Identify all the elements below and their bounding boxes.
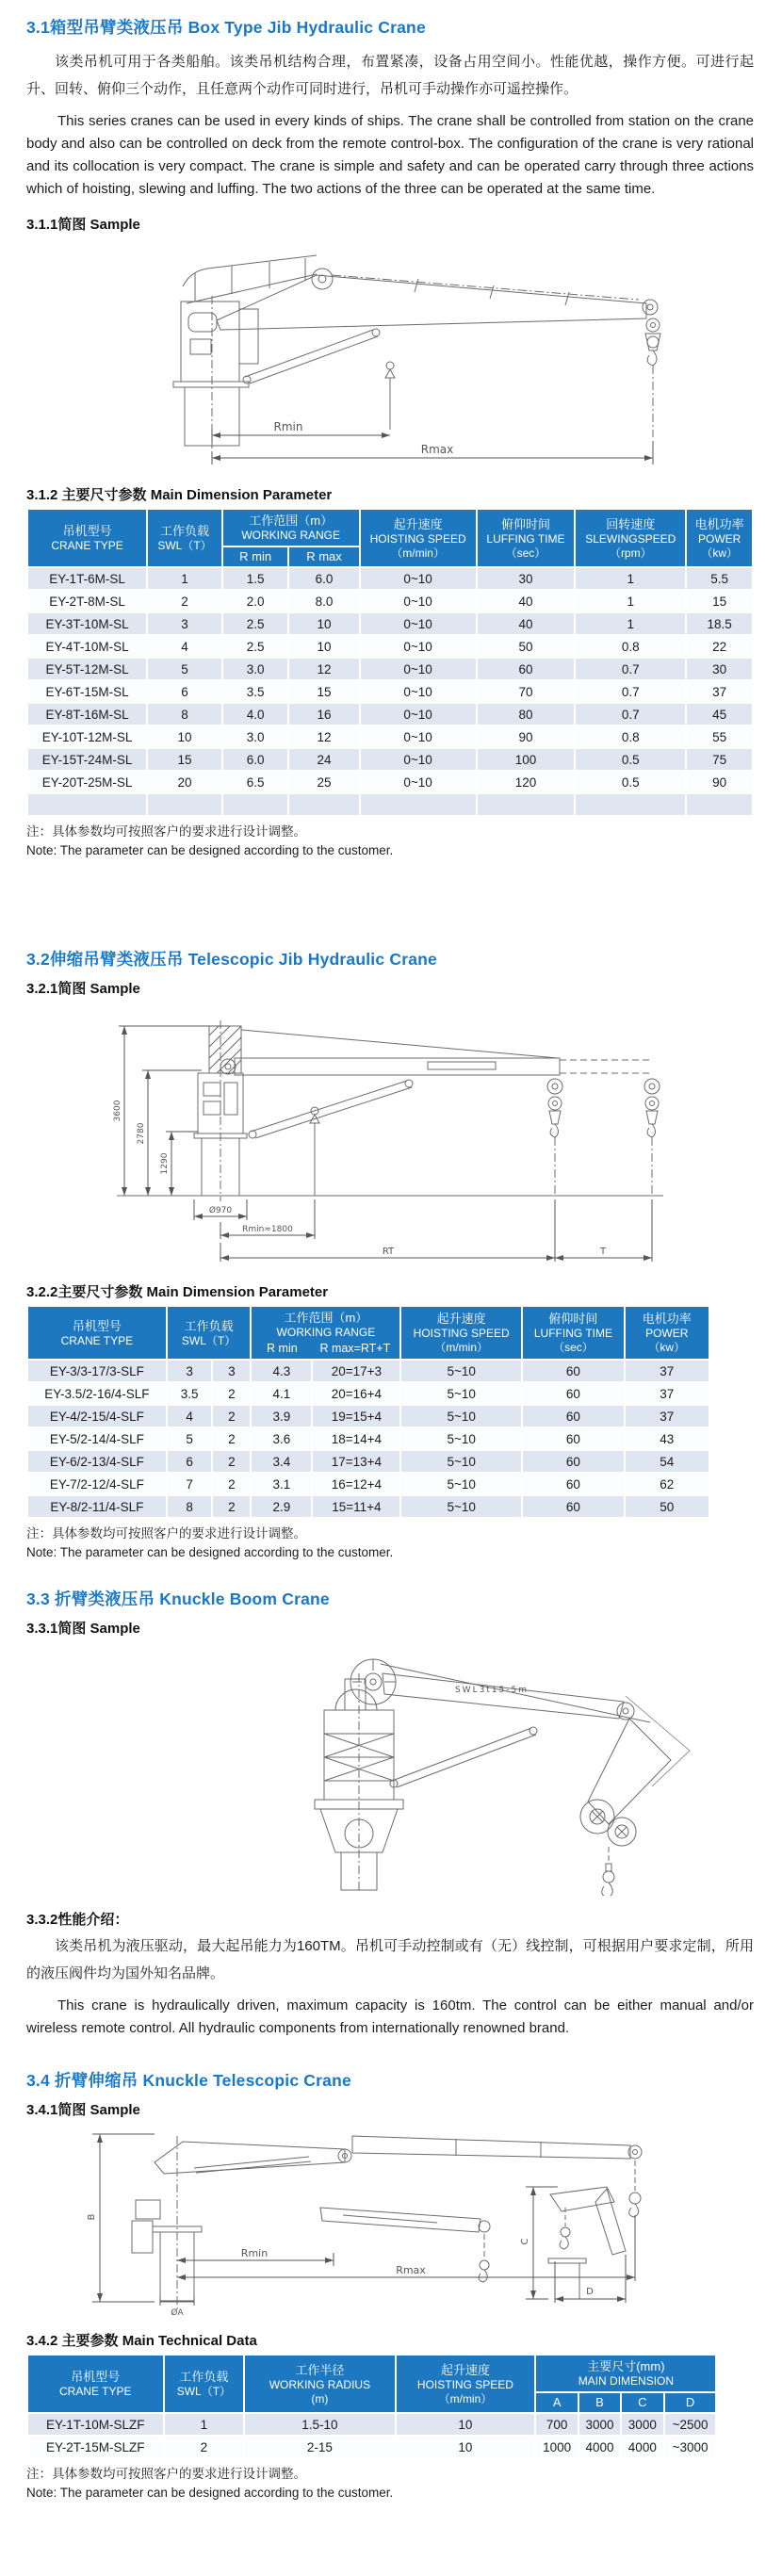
section-telescopic-jib <box>26 947 754 1562</box>
table-cell: 45 <box>687 704 752 725</box>
table-heading-3-1-2: 3.1.2 主要尺寸参数 Main Dimension Parameter <box>26 487 333 503</box>
table-cell: 30 <box>687 659 752 679</box>
perf-paragraph-cn: 该类吊机为液压驱动，最大起吊能力为160TM。吊机可手动控制或有（无）线控制，可根据用户要求定制，所用的液压阀件均为国外知名品牌。 <box>26 1938 754 1981</box>
table-cell: 20=17+3 <box>313 1361 399 1381</box>
perf-paragraph-en: This crane is hydraulically driven, maximum capacity is 160tm. The control can be either manual and/or wireless remote control. All hydraulic components from internationally renowned brand. <box>26 1997 754 2036</box>
table-row <box>28 2414 715 2435</box>
col-header-hoisting-speed: 起升速度 HOISTING SPEED （m/min） <box>361 510 476 566</box>
col-header-rmax: R max=RT+T <box>319 1342 391 1355</box>
knuckle-boom-crane-diagram <box>41 1639 739 1896</box>
table-cell: 0~10 <box>361 772 476 792</box>
table-cell: 0.7 <box>576 681 685 702</box>
table-cell: 3000 <box>622 2414 663 2435</box>
table-row <box>28 749 752 770</box>
table-cell: 30 <box>478 568 575 589</box>
table-cell: 0~10 <box>361 681 476 702</box>
table-cell: 3.0 <box>223 726 288 747</box>
table-cell: 4.0 <box>223 704 288 725</box>
table-cell: 70 <box>478 681 575 702</box>
col-header-rmax: R max <box>289 547 358 566</box>
table-cell: 4 <box>168 1406 212 1427</box>
table-cell: 12 <box>289 659 358 679</box>
table-cell: 62 <box>626 1474 709 1494</box>
table-cell: 6.0 <box>223 749 288 770</box>
table-cell: 10 <box>289 613 358 634</box>
table-cell: 2 <box>213 1428 250 1449</box>
note-en: Note: The parameter can be designed according to the customer. <box>26 2486 394 2500</box>
table-cell: EY-7/2-12/4-SLF <box>28 1474 166 1494</box>
table-cell: 5~10 <box>401 1451 521 1472</box>
table-row <box>28 794 752 815</box>
table-cell: 5~10 <box>401 1428 521 1449</box>
table-cell: 75 <box>687 749 752 770</box>
table-cell: 0~10 <box>361 568 476 589</box>
table-cell: 80 <box>478 704 575 725</box>
table-cell: 2 <box>213 1496 250 1517</box>
table-cell: 0.8 <box>576 636 685 657</box>
table-cell: 15 <box>148 749 221 770</box>
table-cell: 4000 <box>579 2437 620 2457</box>
table-heading-3-2-2: 3.2.2主要尺寸参数 Main Dimension Parameter <box>26 1284 329 1300</box>
col-header-hoisting-speed: 起升速度 HOISTING SPEED （m/min） <box>397 2356 535 2412</box>
table-cell: 1 <box>576 568 685 589</box>
table-cell: 1 <box>576 591 685 611</box>
table-cell: 18=14+4 <box>313 1428 399 1449</box>
table-row <box>28 1428 709 1449</box>
table-cell: 1000 <box>536 2437 578 2457</box>
table-cell: 5 <box>148 659 221 679</box>
table-cell: 60 <box>523 1361 624 1381</box>
table-cell: 90 <box>478 726 575 747</box>
note-cn: 注：具体参数均可按照客户的要求进行设计调整。 <box>26 1526 306 1541</box>
table-cell: 0~10 <box>361 704 476 725</box>
table-cell: 8 <box>148 704 221 725</box>
table-cell <box>576 794 685 815</box>
intro-paragraph-cn: 该类吊机可用于各类船舶。该类吊机结构合理，布置紧凑，设备占用空间小。性能优越，操作方便。可进行起升、回转、俯仰三个动作，且任意两个动作可同时进行，吊机可手动操作亦可遥控操作。 <box>26 54 754 97</box>
table-cell: 0.7 <box>576 704 685 725</box>
table-cell: 37 <box>687 681 752 702</box>
table-cell: 37 <box>626 1383 709 1404</box>
table-cell: 3.0 <box>223 659 288 679</box>
table-cell: EY-4/2-15/4-SLF <box>28 1406 166 1427</box>
table-cell: 3.4 <box>252 1451 311 1472</box>
table-row <box>28 1496 709 1517</box>
table-cell: 2.0 <box>223 591 288 611</box>
table-cell: 10 <box>397 2414 535 2435</box>
table-row <box>28 1474 709 1494</box>
dim-label-2780: 2780 <box>137 1122 146 1145</box>
table-cell <box>223 794 288 815</box>
table-row <box>28 726 752 747</box>
table-cell: 60 <box>523 1428 624 1449</box>
col-header-working-radius: 工作半径 WORKING RADIUS (m) <box>245 2356 394 2412</box>
table-cell: 0~10 <box>361 659 476 679</box>
table-cell: 90 <box>687 772 752 792</box>
table-cell: 1.5-10 <box>245 2414 394 2435</box>
table-cell: 22 <box>687 636 752 657</box>
table-cell: 50 <box>626 1496 709 1517</box>
table-cell: 6.0 <box>289 568 358 589</box>
table-cell: 2 <box>213 1474 250 1494</box>
table-cell <box>687 794 752 815</box>
table-cell: 3 <box>213 1361 250 1381</box>
table-cell: 20=16+4 <box>313 1383 399 1404</box>
table-cell <box>148 794 221 815</box>
table-cell <box>361 794 476 815</box>
table-cell: 40 <box>478 613 575 634</box>
table-cell: 0.8 <box>576 726 685 747</box>
col-header-crane-type: 吊机型号 CRANE TYPE <box>28 1307 166 1359</box>
table-cell: 10 <box>289 636 358 657</box>
table-cell: 5~10 <box>401 1361 521 1381</box>
table-cell: 7 <box>168 1474 212 1494</box>
table-cell: 0~10 <box>361 726 476 747</box>
telescopic-jib-crane-diagram <box>41 1000 739 1268</box>
table-cell: 0~10 <box>361 591 476 611</box>
table-cell: 4.3 <box>252 1361 311 1381</box>
intro-paragraph-en: This series cranes can be used in every kinds of ships. The crane shall be controlled from station on the crane body and also can be controlled on deck from the remote control-box. The configuration of the crane is very rational and its collocation is very compact. The crane is simple and safety and can be operated carry through three actions which of hoisting, slewing and luffing. The two actions of the three can be operated at the same time. <box>26 113 754 197</box>
table-cell: EY-10T-12M-SL <box>28 726 146 747</box>
table-cell: 2.9 <box>252 1496 311 1517</box>
table-row <box>28 2437 715 2457</box>
note-cn: 注：具体参数均可按照客户的要求进行设计调整。 <box>26 2467 306 2481</box>
table-row <box>28 568 752 589</box>
table-cell: 2 <box>213 1383 250 1404</box>
main-technical-data-table <box>26 2354 717 2459</box>
table-cell: 54 <box>626 1451 709 1472</box>
main-dimension-table-box-jib <box>26 508 754 817</box>
table-cell: 16 <box>289 704 358 725</box>
table-cell: 10 <box>148 726 221 747</box>
table-cell: EY-20T-25M-SL <box>28 772 146 792</box>
table-cell: 8 <box>168 1496 212 1517</box>
section-box-type-jib <box>26 15 754 860</box>
dim-label-rt: RT <box>382 1247 395 1257</box>
table-cell: 50 <box>478 636 575 657</box>
table-cell: 100 <box>478 749 575 770</box>
table-heading-3-4-2: 3.4.2 主要参数 Main Technical Data <box>26 2333 257 2349</box>
table-row <box>28 681 752 702</box>
table-cell: 15 <box>687 591 752 611</box>
table-cell: 3 <box>168 1361 212 1381</box>
table-cell: 1 <box>165 2414 244 2435</box>
table-cell: 8.0 <box>289 591 358 611</box>
table-cell: 0.5 <box>576 772 685 792</box>
sample-heading-3-1-1: 3.1.1简图 Sample <box>26 217 140 233</box>
col-header-swl: 工作负载 SWL（T） <box>165 2356 244 2412</box>
table-row <box>28 636 752 657</box>
table-cell: EY-1T-10M-SLZF <box>28 2414 163 2435</box>
table-cell: 5.5 <box>687 568 752 589</box>
col-header-working-range: 工作范围（m） WORKING RANGE R min R max=RT+T <box>252 1307 399 1359</box>
col-header-rmin: R min <box>223 547 288 566</box>
section-knuckle-boom <box>26 1587 754 2040</box>
col-header-dim-d: D <box>665 2393 716 2412</box>
col-header-dim-b: B <box>579 2393 620 2412</box>
table-cell <box>289 794 358 815</box>
table-cell: 4.1 <box>252 1383 311 1404</box>
col-header-power: 电机功率 POWER （kw） <box>626 1307 709 1359</box>
note-en: Note: The parameter can be designed according to the customer. <box>26 1545 394 1559</box>
dim-label-c: C <box>520 2238 530 2245</box>
table-cell: 700 <box>536 2414 578 2435</box>
table-cell: 6 <box>148 681 221 702</box>
table-cell <box>478 794 575 815</box>
col-header-main-dimension: 主要尺寸(mm) MAIN DIMENSION <box>536 2356 715 2391</box>
table-cell: EY-6/2-13/4-SLF <box>28 1451 166 1472</box>
table-cell: 25 <box>289 772 358 792</box>
table-cell: 12 <box>289 726 358 747</box>
table-row <box>28 613 752 634</box>
table-cell: 2 <box>148 591 221 611</box>
table-cell: 60 <box>523 1383 624 1404</box>
col-header-luffing-time: 俯仰时间 LUFFING TIME （sec） <box>523 1307 624 1359</box>
dim-label-t: T <box>599 1247 607 1257</box>
table-cell: 1.5 <box>223 568 288 589</box>
knuckle-telescopic-crane-diagram <box>41 2121 739 2317</box>
col-header-working-range: 工作范围（m） WORKING RANGE <box>223 510 359 546</box>
dim-label-rmax: Rmax <box>420 443 454 456</box>
table-cell: 4000 <box>622 2437 663 2457</box>
table-cell: 19=15+4 <box>313 1406 399 1427</box>
col-header-crane-type: 吊机型号 CRANE TYPE <box>28 2356 163 2412</box>
table-cell: 43 <box>626 1428 709 1449</box>
dim-label-dia-a: ØA <box>171 2308 184 2317</box>
table-cell: 15 <box>289 681 358 702</box>
table-cell: 0~10 <box>361 636 476 657</box>
table-row <box>28 1383 709 1404</box>
table-cell: 3.9 <box>252 1406 311 1427</box>
table-cell: EY-1T-6M-SL <box>28 568 146 589</box>
table-cell: EY-2T-8M-SL <box>28 591 146 611</box>
dim-label-1290: 1290 <box>160 1152 170 1175</box>
table-cell: 18.5 <box>687 613 752 634</box>
section-knuckle-telescopic <box>26 2068 754 2503</box>
col-header-rmin: R min <box>267 1342 298 1355</box>
table-cell: 120 <box>478 772 575 792</box>
table-cell: 17=13+4 <box>313 1451 399 1472</box>
dim-label-3600: 3600 <box>113 1100 122 1122</box>
table-cell: EY-3/3-17/3-SLF <box>28 1361 166 1381</box>
table-cell: 5~10 <box>401 1496 521 1517</box>
table-cell: ~3000 <box>665 2437 716 2457</box>
table-cell: 2.5 <box>223 636 288 657</box>
dim-label-rmax: Rmax <box>396 2264 426 2276</box>
table-row <box>28 1361 709 1381</box>
col-header-crane-type: 吊机型号 CRANE TYPE <box>28 510 146 566</box>
table-cell: EY-6T-15M-SL <box>28 681 146 702</box>
table-cell: 40 <box>478 591 575 611</box>
table-cell: 37 <box>626 1406 709 1427</box>
table-cell: 1 <box>576 613 685 634</box>
table-cell: 2 <box>213 1406 250 1427</box>
sample-heading-3-3-1: 3.3.1简图 Sample <box>26 1621 140 1637</box>
table-cell: 0~10 <box>361 749 476 770</box>
section-title-3-3: 3.3 折臂类液压吊 Knuckle Boom Crane <box>26 1590 330 1608</box>
section-title-3-4: 3.4 折臂伸缩吊 Knuckle Telescopic Crane <box>26 2071 351 2090</box>
note-cn: 注：具体参数均可按照客户的要求进行设计调整。 <box>26 824 306 839</box>
table-row <box>28 659 752 679</box>
col-header-hoisting-speed: 起升速度 HOISTING SPEED （m/min） <box>401 1307 521 1359</box>
table-cell: EY-8/2-11/4-SLF <box>28 1496 166 1517</box>
table-cell <box>28 794 146 815</box>
col-header-swl: 工作负载 SWL（T） <box>148 510 221 566</box>
main-dimension-table-telescopic <box>26 1305 710 1519</box>
table-cell: 3.5 <box>168 1383 212 1404</box>
table-cell: EY-4T-10M-SL <box>28 636 146 657</box>
col-header-swl: 工作负载 SWL（T） <box>168 1307 251 1359</box>
table-cell: EY-3.5/2-16/4-SLF <box>28 1383 166 1404</box>
table-cell: 3.1 <box>252 1474 311 1494</box>
section-title-3-2: 3.2伸缩吊臂类液压吊 Telescopic Jib Hydraulic Crane <box>26 950 437 969</box>
dim-label-rmin-1800: Rmin≈1800 <box>242 1225 293 1234</box>
table-cell: 60 <box>523 1496 624 1517</box>
table-cell: 37 <box>626 1361 709 1381</box>
note-en: Note: The parameter can be designed according to the customer. <box>26 843 394 857</box>
table-cell: 3000 <box>579 2414 620 2435</box>
table-cell: 60 <box>523 1451 624 1472</box>
table-cell: 4 <box>148 636 221 657</box>
dim-label-rmin: Rmin <box>240 2247 269 2259</box>
table-cell: EY-15T-24M-SL <box>28 749 146 770</box>
dim-label-diameter: Ø970 <box>208 1206 233 1215</box>
dim-label-d: D <box>586 2287 594 2297</box>
col-header-dim-a: A <box>536 2393 578 2412</box>
table-cell: 6.5 <box>223 772 288 792</box>
table-row <box>28 704 752 725</box>
table-cell: 3 <box>148 613 221 634</box>
table-cell: EY-8T-16M-SL <box>28 704 146 725</box>
col-header-luffing-time: 俯仰时间 LUFFING TIME （sec） <box>478 510 575 566</box>
table-cell: EY-5T-12M-SL <box>28 659 146 679</box>
table-cell: 5~10 <box>401 1383 521 1404</box>
table-cell: 2.5 <box>223 613 288 634</box>
box-jib-crane-diagram <box>41 236 739 471</box>
table-row <box>28 591 752 611</box>
col-header-power: 电机功率 POWER （kw） <box>687 510 752 566</box>
dim-label-b: B <box>87 2213 97 2221</box>
table-cell: 60 <box>523 1406 624 1427</box>
section-title-3-1: 3.1箱型吊臂类液压吊 Box Type Jib Hydraulic Crane <box>26 18 426 37</box>
col-header-slewing-speed: 回转速度 SLEWINGSPEED （rpm） <box>576 510 685 566</box>
table-cell: 2-15 <box>245 2437 394 2457</box>
table-cell: 0~10 <box>361 613 476 634</box>
table-cell: 1 <box>148 568 221 589</box>
table-cell: 5~10 <box>401 1406 521 1427</box>
sample-heading-3-2-1: 3.2.1简图 Sample <box>26 981 140 997</box>
table-cell: 5 <box>168 1428 212 1449</box>
table-row <box>28 1406 709 1427</box>
table-cell: 5~10 <box>401 1474 521 1494</box>
perf-heading-3-3-2: 3.3.2性能介绍： <box>26 1912 129 1928</box>
dim-label-rmin: Rmin <box>273 420 303 433</box>
table-row <box>28 772 752 792</box>
table-cell: 20 <box>148 772 221 792</box>
boom-label-swl: SWL3t15-5m <box>454 1686 529 1695</box>
table-cell: 60 <box>478 659 575 679</box>
table-cell: 55 <box>687 726 752 747</box>
table-cell: 10 <box>397 2437 535 2457</box>
table-cell: ~2500 <box>665 2414 716 2435</box>
table-cell: 2 <box>165 2437 244 2457</box>
table-cell: 6 <box>168 1451 212 1472</box>
table-cell: 3.5 <box>223 681 288 702</box>
table-cell: 3.6 <box>252 1428 311 1449</box>
table-cell: 0.7 <box>576 659 685 679</box>
table-cell: 16=12+4 <box>313 1474 399 1494</box>
table-cell: EY-5/2-14/4-SLF <box>28 1428 166 1449</box>
table-cell: 24 <box>289 749 358 770</box>
table-cell: EY-2T-15M-SLZF <box>28 2437 163 2457</box>
col-header-dim-c: C <box>622 2393 663 2412</box>
table-cell: 2 <box>213 1451 250 1472</box>
table-cell: 15=11+4 <box>313 1496 399 1517</box>
table-cell: 0.5 <box>576 749 685 770</box>
sample-heading-3-4-1: 3.4.1简图 Sample <box>26 2102 140 2118</box>
table-cell: EY-3T-10M-SL <box>28 613 146 634</box>
table-cell: 60 <box>523 1474 624 1494</box>
table-row <box>28 1451 709 1472</box>
